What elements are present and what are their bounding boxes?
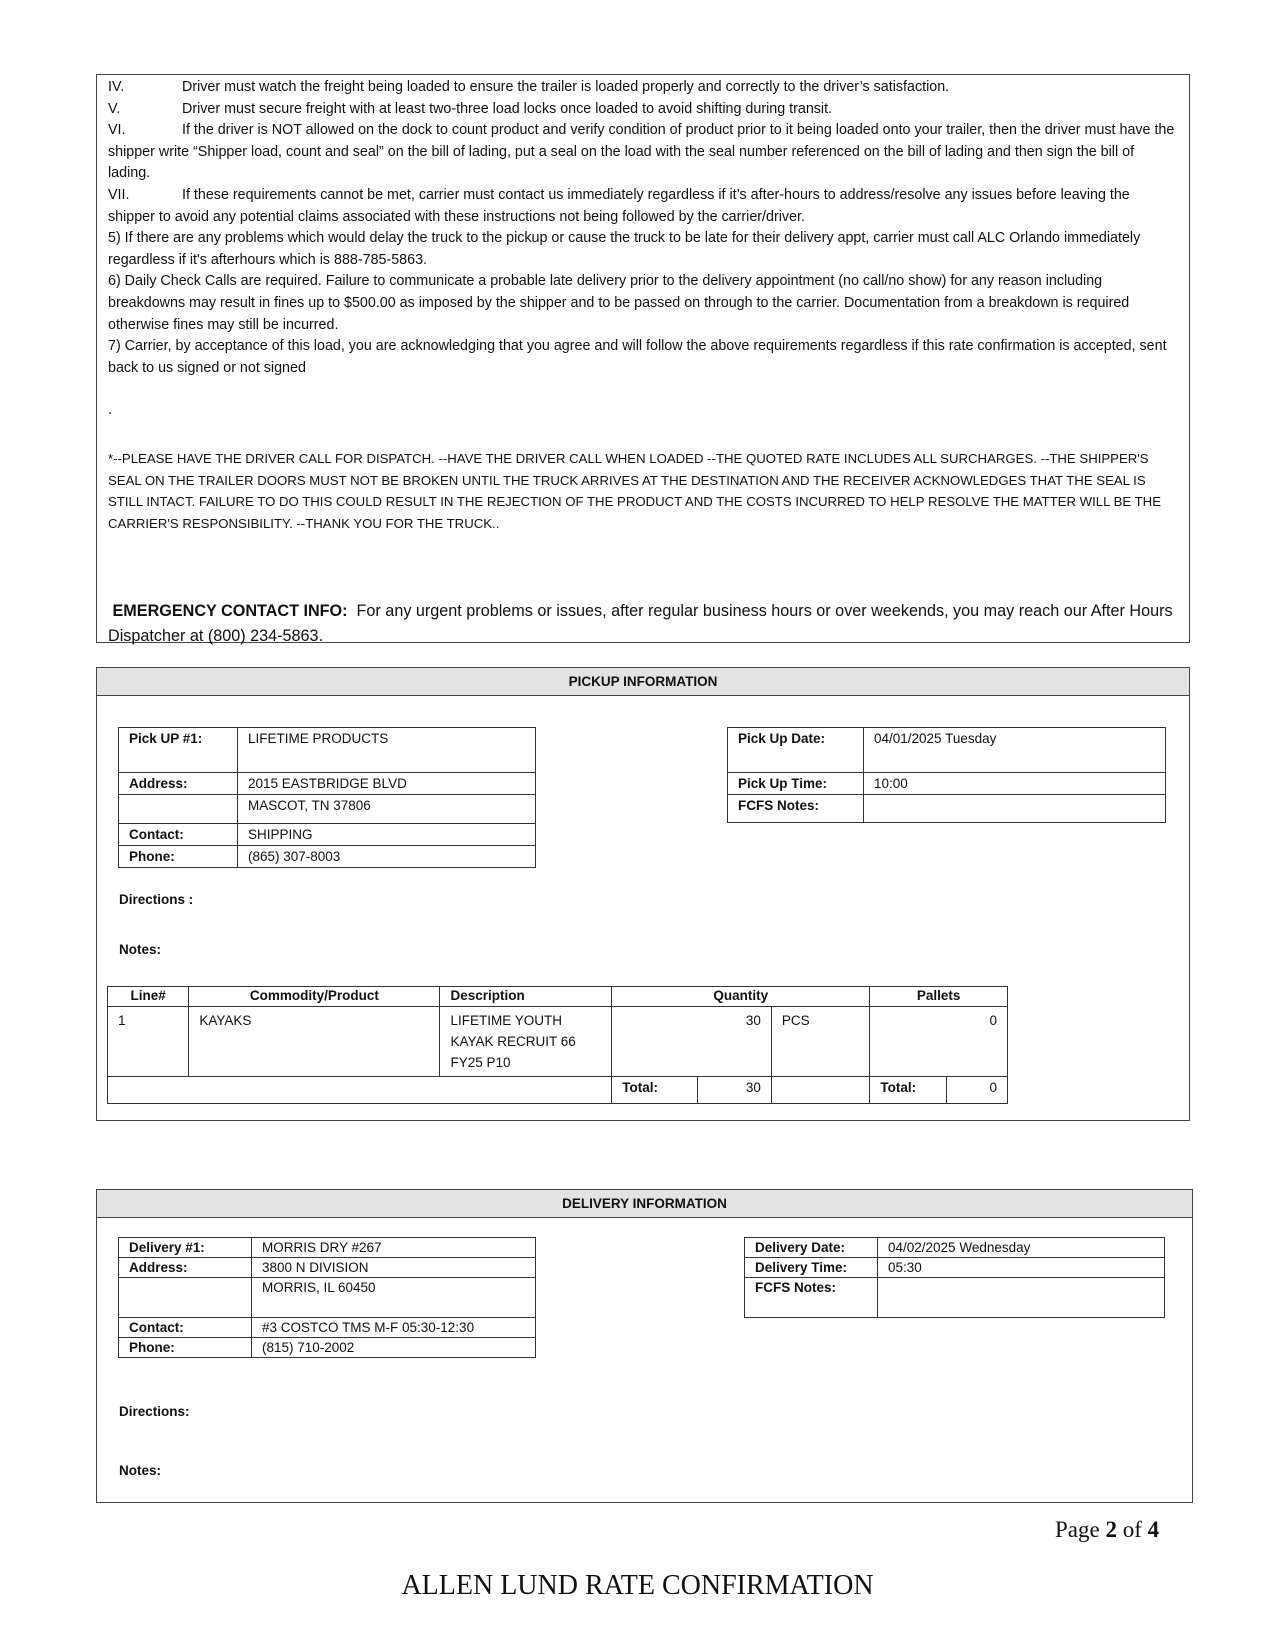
directions-label: Directions :	[119, 892, 194, 907]
pickup-time-label: Pick Up Time:	[728, 773, 864, 795]
row-pallets: 0	[870, 1007, 1008, 1077]
total-qty-label: Total:	[612, 1077, 698, 1104]
term-dot: .	[108, 402, 112, 419]
delivery-name: MORRIS DRY #267	[252, 1238, 536, 1258]
col-line: Line#	[108, 987, 189, 1007]
term-vii: VII. If these requirements cannot be met, carrier must contact us immediately regardless if it’s after-hours to address/resolve any issues before leaving the shipper to avoid any potential claims associated with these instructions not being followed by the carrier/driver.	[108, 186, 1130, 225]
address-line2: MASCOT, TN 37806	[238, 795, 536, 824]
row-line: 1	[108, 1007, 189, 1077]
notes-label: Notes:	[119, 1463, 162, 1478]
delivery-label: Delivery #1:	[119, 1238, 252, 1258]
contact-label: Contact:	[119, 1318, 252, 1338]
table-row	[108, 1007, 1008, 1077]
term-v: V. Driver must secure freight with at least two-three load locks once loaded to avoid shifting during transit.	[108, 99, 1178, 121]
phone-value: (815) 710-2002	[252, 1338, 536, 1358]
document-title: ALLEN LUND RATE CONFIRMATION	[401, 1570, 874, 1601]
term-number: V.	[108, 100, 121, 117]
term-number: VI.	[108, 122, 126, 139]
col-description: Description	[440, 987, 612, 1007]
pickup-header: PICKUP INFORMATION	[97, 668, 1189, 696]
fcfs-label: FCFS Notes:	[728, 795, 864, 823]
term-item-7: 7) Carrier, by acceptance of this load, you are acknowledging that you agree and will follow the above requirements regardless if this rate confirmation is accepted, sent back to us signed or not signed	[108, 338, 1167, 376]
pickup-schedule-table	[727, 727, 1166, 823]
items-table	[107, 986, 1008, 1104]
delivery-location-table	[118, 1237, 536, 1358]
term-vi: VI. If the driver is NOT allowed on the dock to count product and verify condition of product prior to it being loaded onto your trailer, then the driver must have the shipper write “Shipper load, count and seal” on the bill of lading, put a seal on the load with the seal number referenced on the bill of lading and then sign the bill of lading.	[108, 122, 1175, 182]
pickup-time-value: 10:00	[864, 773, 1166, 795]
emergency-label: EMERGENCY CONTACT INFO:	[112, 602, 348, 621]
phone-label: Phone:	[119, 846, 238, 868]
contact-value: SHIPPING	[238, 824, 536, 846]
delivery-section	[96, 1189, 1193, 1503]
term-number: IV.	[108, 79, 125, 95]
emergency-contact	[108, 599, 1178, 648]
row-commodity: KAYAKS	[189, 1007, 440, 1077]
page-number: Page 2 of 4	[1055, 1517, 1160, 1542]
terms-section	[96, 74, 1190, 643]
term-iv: IV. Driver must watch the freight being loaded to ensure the trailer is loaded properly and correctly to the driver’s satisfaction.	[108, 77, 1178, 99]
address-line2: MORRIS, IL 60450	[252, 1278, 536, 1318]
address-line1: 3800 N DIVISION	[252, 1258, 536, 1278]
address-label: Address:	[119, 1258, 252, 1278]
delivery-header: DELIVERY INFORMATION	[97, 1190, 1192, 1218]
term-item-5: 5) If there are any problems which would delay the truck to the pickup or cause the truck to be late for their delivery appt, carrier must call ALC Orlando immediately regardless if it's afterhours which is 888-785-5863.	[108, 230, 1141, 268]
contact-value: #3 COSTCO TMS M-F 05:30-12:30	[252, 1318, 536, 1338]
col-quantity: Quantity	[612, 987, 870, 1007]
notes-label: Notes:	[119, 942, 162, 957]
term-number: VII.	[108, 186, 130, 203]
total-pallets: 0	[946, 1077, 1007, 1104]
total-qty: 30	[698, 1077, 771, 1104]
pickup-date-value: 04/01/2025 Tuesday	[864, 728, 1166, 773]
emergency-text: For any urgent problems or issues, after regular business hours or over weekends, you may reach our After Hours Dispatcher at (800) 234-5863.	[108, 602, 1173, 645]
delivery-date-label: Delivery Date:	[745, 1238, 878, 1258]
address-line1: 2015 EASTBRIDGE BLVD	[238, 773, 536, 795]
fcfs-value	[864, 795, 1166, 823]
col-commodity: Commodity/Product	[189, 987, 440, 1007]
address-label: Address:	[119, 773, 238, 795]
col-pallets: Pallets	[870, 987, 1008, 1007]
pickup-date-label: Pick Up Date:	[728, 728, 864, 773]
delivery-schedule-table	[744, 1237, 1165, 1318]
directions-label: Directions:	[119, 1404, 190, 1419]
pickup-section	[96, 667, 1190, 1121]
phone-label: Phone:	[119, 1338, 252, 1358]
term-item-6: 6) Daily Check Calls are required. Failure to communicate a probable late delivery prior to the delivery appointment (no call/no show) for any reason including breakdowns may result in fines up to $500.00 as imposed by the shipper and to be passed on through to the carrier. Documentation from a breakdown is required otherwise fines may still be incurred.	[108, 273, 1130, 333]
pickup-location-table	[118, 727, 536, 868]
row-quantity: 30	[612, 1007, 772, 1077]
pickup-label: Pick UP #1:	[119, 728, 238, 773]
dispatch-note: *--PLEASE HAVE THE DRIVER CALL FOR DISPATCH. --HAVE THE DRIVER CALL WHEN LOADED --THE QUOTED RATE INCLUDES ALL SURCHARGES. --THE SHIPPER'S SEAL ON THE TRAILER DOORS MUST NOT BE BROKEN UNTIL THE TRUCK ARRIVES AT THE DESTINATION AND THE RECEIVER ACKNOWLEDGES THAT THE SEAL IS STILL INTACT. FAILURE TO DO THIS COULD RESULT IN THE REJECTION OF THE PRODUCT AND THE COSTS INCURRED TO HELP RESOLVE THE MATTER WILL BE THE CARRIER'S RESPONSIBILITY. --THANK YOU FOR THE TRUCK..	[108, 450, 1161, 531]
contact-label: Contact:	[119, 824, 238, 846]
fcfs-value	[878, 1278, 1165, 1318]
row-unit: PCS	[771, 1007, 869, 1077]
fcfs-label: FCFS Notes:	[745, 1278, 878, 1318]
totals-row	[108, 1077, 1008, 1104]
row-description: LIFETIME YOUTH KAYAK RECRUIT 66 FY25 P10	[440, 1007, 612, 1077]
total-pallets-label: Total:	[870, 1077, 946, 1104]
pickup-name: LIFETIME PRODUCTS	[238, 728, 536, 773]
delivery-time-label: Delivery Time:	[745, 1258, 878, 1278]
phone-value: (865) 307-8003	[238, 846, 536, 868]
delivery-date-value: 04/02/2025 Wednesday	[878, 1238, 1165, 1258]
delivery-time-value: 05:30	[878, 1258, 1165, 1278]
